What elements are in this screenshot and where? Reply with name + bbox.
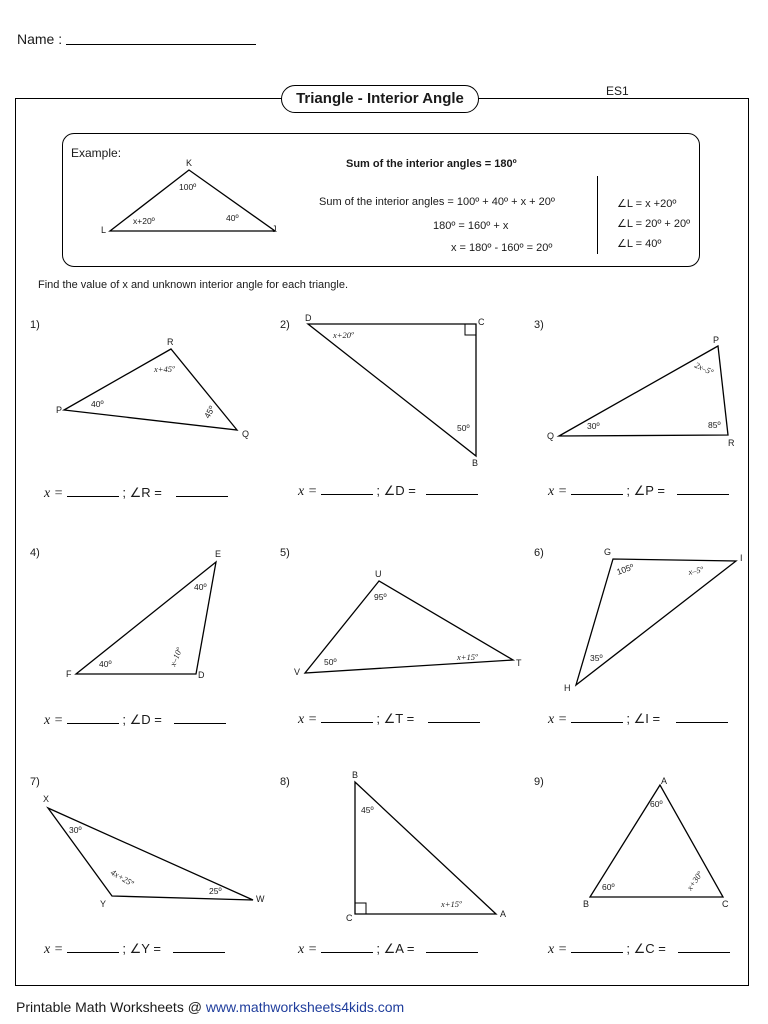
example-vertex-l: L [101,225,107,235]
problem-3-triangle [547,335,735,448]
problem-4-triangle [66,549,221,680]
angle-label: ; ∠A = [376,941,415,956]
angle-h: 35º [590,653,603,663]
problem-9-triangle [583,776,729,909]
problem-8-answer [298,940,478,958]
vertex-p: P [56,405,63,415]
vertex-a: A [661,776,668,786]
angle-label: ; ∠P = [626,483,665,498]
problem-5-number: 5) [280,547,290,559]
vertex-p: P [713,335,720,345]
angle-c: x+30º [684,869,705,893]
angle-r: x+45º [154,364,175,374]
problem-4-number: 4) [30,547,40,559]
footer-text: Printable Math Worksheets @ [16,999,202,1015]
problem-8-number: 8) [280,776,290,788]
problem-5-triangle [294,569,522,677]
problem-1-number: 1) [30,319,40,331]
worksheet-title: Triangle - Interior Angle [281,85,479,113]
problem-9-number: 9) [534,776,544,788]
example-side-2: ∠L = 20º + 20º [617,218,691,230]
footer [16,999,404,1015]
example-sum-title: Sum of the interior angles = 180º [346,158,517,170]
angle-p: 2x–5º [693,359,715,377]
angle-q: 45º [201,404,217,420]
vertex-v: V [294,667,301,677]
angle-a: x+15º [441,899,462,909]
problem-7-number: 7) [30,776,40,788]
x-answer-blank[interactable] [571,710,623,723]
angle-label: ; ∠I = [626,711,661,726]
x-answer-blank[interactable] [67,940,119,953]
angle-label: ; ∠D = [122,712,162,727]
angle-e: 40º [194,582,207,592]
example-line-2: 180º = 160º + x [433,220,509,232]
x-answer-blank[interactable] [321,940,373,953]
angle-v: 50º [324,657,337,667]
vertex-c: C [478,317,485,327]
problem-2-number: 2) [280,319,290,331]
x-answer-blank[interactable] [67,484,119,497]
vertex-c: C [346,913,353,923]
angle-answer-blank[interactable] [174,711,226,724]
angle-answer-blank[interactable] [176,484,228,497]
vertex-c: C [722,899,729,909]
footer-link[interactable]: www.mathworksheets4kids.com [205,999,405,1015]
vertex-a: A [500,909,507,919]
worksheet-code: ES1 [606,84,629,98]
problem-8-triangle [346,770,506,923]
vertex-q: Q [242,429,250,439]
x-label: x = [298,484,318,499]
angle-x: 30º [69,825,82,835]
angle-answer-blank[interactable] [428,710,480,723]
vertex-g: G [604,547,612,557]
angle-i: x–5º [687,564,705,577]
angle-w: 25º [209,886,222,896]
x-label: x = [548,942,568,957]
example-label: Example: [71,146,122,160]
problem-4-answer [44,711,226,729]
angle-label: ; ∠T = [376,711,415,726]
example-line-1: Sum of the interior angles = 100º + 40º + x + 20º [319,196,555,208]
angle-d: x–10º [167,646,185,668]
vertex-w: W [256,894,265,904]
vertex-u: U [375,569,382,579]
x-answer-blank[interactable] [67,711,119,724]
problem-3-number: 3) [534,319,544,331]
vertex-d: D [305,313,312,323]
x-label: x = [298,712,318,727]
angle-answer-blank[interactable] [426,482,478,495]
angle-b: 45º [361,805,374,815]
x-label: x = [548,712,568,727]
angle-answer-blank[interactable] [426,940,478,953]
angle-label: ; ∠C = [626,941,666,956]
vertex-e: E [215,549,222,559]
x-answer-blank[interactable] [571,482,623,495]
angle-label: ; ∠R = [122,485,162,500]
instructions: Find the value of x and unknown interior angle for each triangle. [38,279,349,291]
vertex-x: X [43,794,50,804]
angle-d: x+20º [333,330,354,340]
angle-answer-blank[interactable] [676,710,728,723]
x-label: x = [44,486,64,501]
angle-u: 95º [374,592,387,602]
vertex-b: B [583,899,590,909]
angle-label: ; ∠Y = [122,941,161,956]
x-label: x = [44,942,64,957]
x-label: x = [298,942,318,957]
vertex-r: R [167,337,174,347]
x-label: x = [548,484,568,499]
problem-6-answer [548,710,728,728]
x-answer-blank[interactable] [321,482,373,495]
example-vertex-j: J [272,224,277,234]
angle-g: 105º [615,561,635,577]
example-vertex-k: K [186,158,193,168]
angle-t: x+15º [457,652,478,662]
angle-answer-blank[interactable] [677,482,729,495]
angle-b: 50º [457,423,470,433]
problem-3-answer [548,482,729,500]
problem-5-answer [298,710,480,728]
angle-a: 60º [650,799,663,809]
example-side-3: ∠L = 40º [617,238,662,250]
vertex-d: D [198,670,205,680]
angle-b: 60º [602,882,615,892]
vertex-t: T [516,658,522,668]
angle-r: 85º [708,420,721,430]
angle-y: 4x+25º [109,867,136,889]
example-angle-k: 100º [179,182,197,192]
vertex-q: Q [547,431,555,441]
example-angle-j: 40º [226,213,239,223]
vertex-r: R [728,438,735,448]
example-angle-l: x+20º [133,216,155,226]
example-line-3: x = 180º - 160º = 20º [451,242,553,254]
vertex-b: B [472,458,479,468]
vertex-f: F [66,669,72,679]
problem-2-triangle [305,313,485,468]
x-answer-blank[interactable] [571,940,623,953]
angle-q: 30º [587,421,600,431]
problem-6-triangle [564,547,743,693]
vertex-b: B [352,770,359,780]
vertex-y: Y [100,899,107,909]
problem-7-answer [44,940,225,958]
angle-p: 40º [91,399,104,409]
problem-7-triangle [43,794,265,909]
vertex-h: H [564,683,571,693]
angle-answer-blank[interactable] [678,940,730,953]
problem-2-answer [298,482,478,500]
problem-6-number: 6) [534,547,544,559]
problem-1-triangle [56,337,249,439]
angle-answer-blank[interactable] [173,940,225,953]
angle-label: ; ∠D = [376,483,416,498]
x-label: x = [44,713,64,728]
name-label: Name : [17,31,63,47]
angle-f: 40º [99,659,112,669]
x-answer-blank[interactable] [321,710,373,723]
problem-1-answer [44,484,228,502]
problem-9-answer [548,940,730,958]
example-side-1: ∠L = x +20º [617,198,677,210]
vertex-i: I [740,553,743,563]
